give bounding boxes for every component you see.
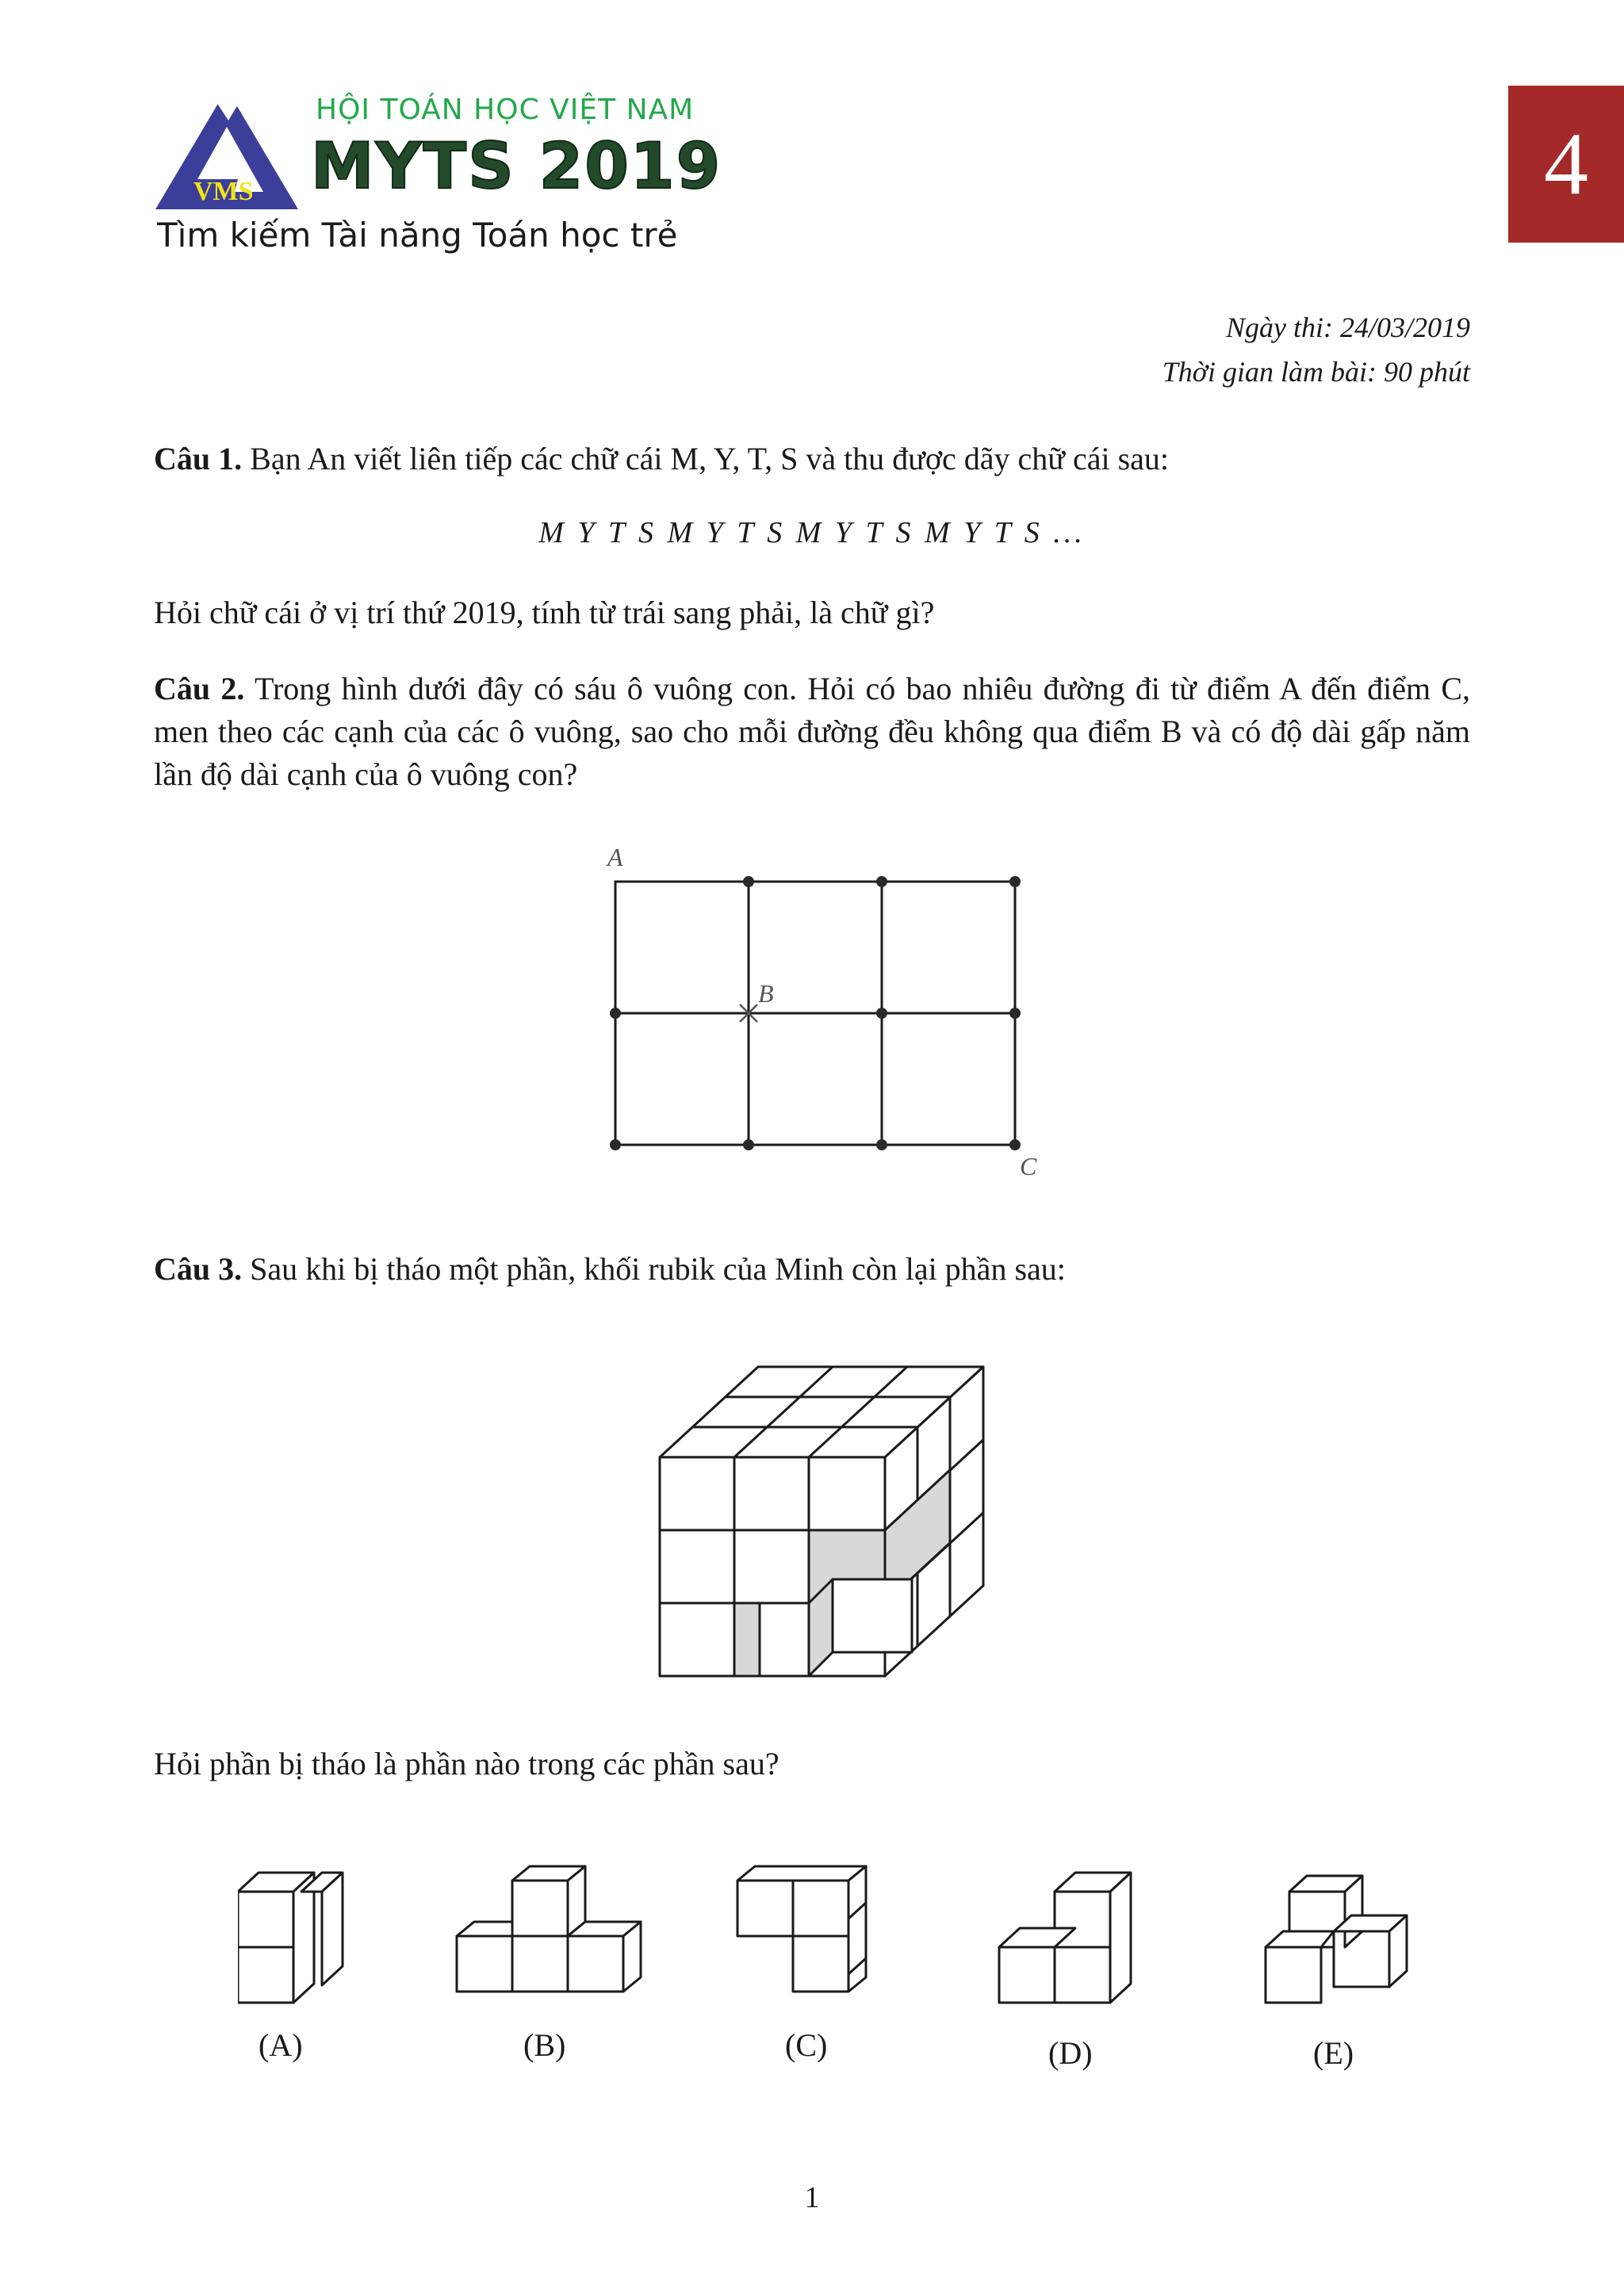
point-b-label: B	[758, 979, 774, 1008]
option-b-label: (B)	[523, 2027, 566, 2063]
q3-question: Hỏi phần bị tháo là phần nào trong các phần sau?	[154, 1746, 779, 1781]
option-c-shape	[737, 1866, 866, 1992]
org-name: HỘI TOÁN HỌC VIỆT NAM	[316, 94, 695, 126]
option-e-shape	[1266, 1876, 1407, 2003]
grid-figure	[587, 832, 1047, 1189]
contest-name: MYTS 2019	[311, 129, 722, 203]
q2-text: Trong hình dưới đây có sáu ô vuông con. Hỏi có bao nhiêu đường đi từ điểm A đến điểm C, men theo các cạnh của các ô vuông, sao cho mỗi đường đều không qua điểm B và có độ dài gấp năm lần độ dài cạnh của ô vuông con?	[154, 671, 1471, 792]
q3-label: Câu 3.	[154, 1251, 243, 1287]
letter-sequence: M Y T S M Y T S M Y T S M Y T S ...	[538, 516, 1086, 549]
q1-label: Câu 1.	[154, 441, 243, 476]
rubik-cube-figure	[650, 1348, 999, 1705]
answer-figures	[238, 1863, 1427, 2022]
grid-lines	[615, 882, 1015, 1145]
point-c-label: C	[1020, 1152, 1037, 1181]
point-a-label: A	[607, 843, 623, 871]
page-number: 1	[804, 2181, 820, 2214]
q1-question: Hỏi chữ cái ở vị trí thứ 2019, tính từ trái sang phải, là chữ gì?	[154, 595, 935, 630]
question-1	[154, 438, 1470, 480]
logo-text: VMS	[193, 177, 254, 206]
grade-number: 4	[1544, 114, 1588, 213]
exam-time: Thời gian làm bài: 90 phút	[1162, 356, 1470, 388]
option-e-label: (E)	[1313, 2035, 1354, 2071]
option-c-label: (C)	[785, 2027, 828, 2063]
option-a-shape	[238, 1873, 343, 2003]
option-d-label: (D)	[1048, 2035, 1093, 2071]
question-2	[154, 668, 1470, 796]
option-a-label: (A)	[259, 2027, 303, 2063]
question-3	[154, 1248, 1470, 1291]
tagline: Tìm kiếm Tài năng Toán học trẻ	[157, 216, 678, 254]
q2-label: Câu 2.	[154, 671, 245, 706]
exam-date: Ngày thi: 24/03/2019	[1226, 312, 1470, 343]
q1-text: Bạn An viết liên tiếp các chữ cái M, Y, T, S và thu được dãy chữ cái sau:	[250, 441, 1170, 476]
option-d-shape	[999, 1873, 1131, 2003]
option-b-shape	[457, 1866, 641, 1992]
vms-logo	[152, 86, 301, 212]
q3-text: Sau khi bị tháo một phần, khối rubik của Minh còn lại phần sau:	[250, 1251, 1066, 1287]
grade-badge	[1508, 86, 1624, 243]
